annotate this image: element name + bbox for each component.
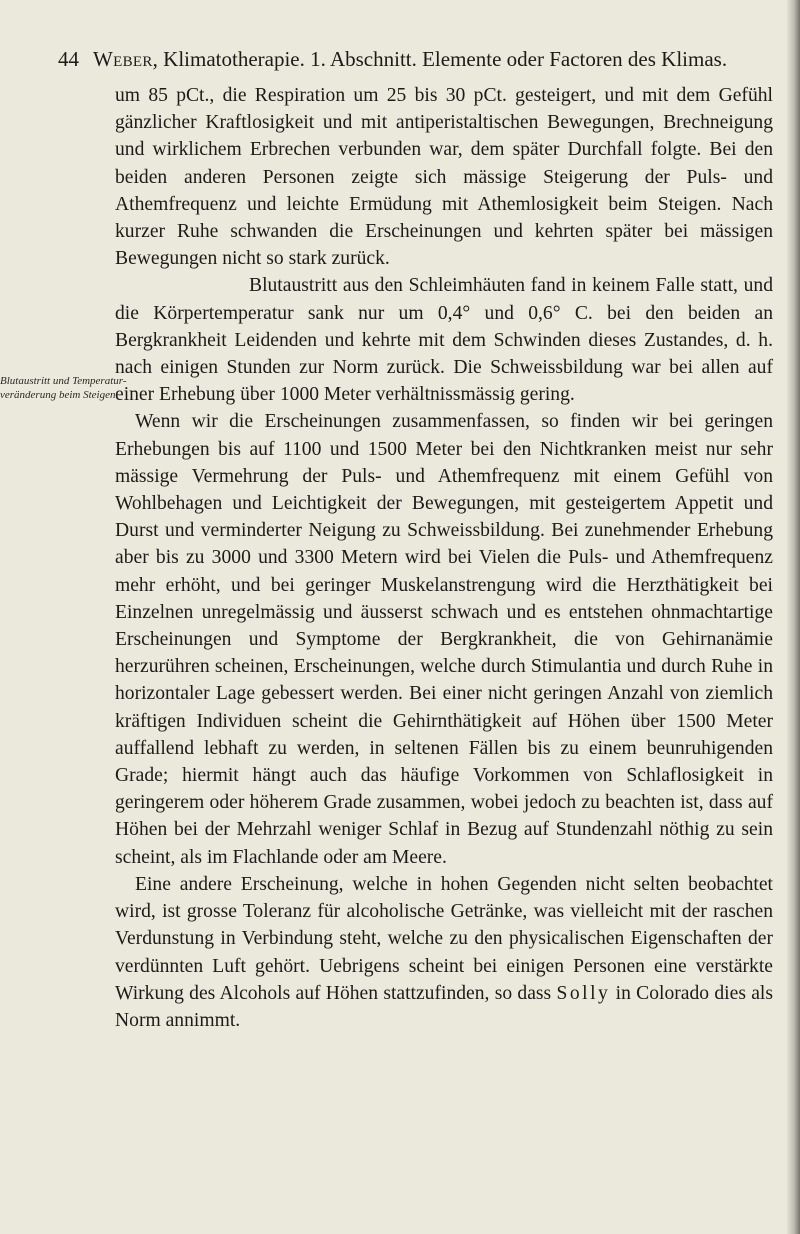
header-title: , Klimatotherapie. 1. Abschnitt. Elemente oder Factoren des Klimas. [152,47,728,71]
margin-note [0,374,127,402]
author-name-solly: Solly [556,982,611,1004]
margin-note-line-2: veränderung beim Steigen. [0,389,119,401]
page-number: 44 [58,47,79,71]
margin-note-line-1: Blutaustritt und Temperatur- [0,375,127,387]
paragraph-4-text-b: in Colorado dies als Norm annimmt. [115,982,773,1031]
paragraph-3: Wenn wir die Erscheinungen zusammenfassen, so finden wir bei geringen Erhebungen bis auf 1100 und 1500 Meter bei den Nichtkranken meist nur sehr mässige Vermehrung der Puls- und Athemfrequenz mit einem Gefühl von Wohlbehagen und Leichtigkeit der Bewegungen, mit gesteigertem Appetit und Durst und verminderter Neigung zu Schweissbildung. Bei zunehmender Erhebung aber bis zu 3000 und 3300 Metern wird bei Vielen die Puls- und Athemfrequenz mehr erhöht, und bei geringer Muskelanstrengung wird die Herzthätigkeit bei Einzelnen unregelmässig und äusserst schwach und es entstehen ohnmachtartige Erscheinungen und Symptome der Bergkrankheit, die von Gehirnanämie herzurühren scheinen, Erscheinungen, welche durch Stimulantia und durch Ruhe in horizontaler Lage gebessert werden. Bei einer nicht geringen Anzahl von ziemlich kräftigen Individuen scheint die Gehirnthätigkeit auf Höhen über 1500 Meter auffallend lebhaft zu werden, in seltenen Fällen bis zu einem beunruhigenden Grade; hiermit hängt auch das häufige Vorkommen von Schlaflosigkeit in geringerem oder höherem Grade zusammen, wobei jedoch zu beachten ist, dass auf Höhen bei der Mehrzahl weniger Schlaf in Bezug auf Stundenzahl nöthig zu sein scheint, als im Flachlande oder am Meere. [115,411,773,868]
paragraph-4 [115,871,773,1034]
body-text [115,82,773,1034]
paragraph-4-text-a: Eine andere Erscheinung, welche in hohen Gegenden nicht selten beobachtet wird, ist grosse Toleranz für alcoholische Getränke, was vielleicht mit der raschen Verdunstung in Verbindung steht, welche zu den physicalischen Eigenschaften der verdünnten Luft gehört. Uebrigens scheint bei einigen Personen eine verstärkte Wirkung des Alcohols auf Höhen stattzufinden, so dass [115,873,773,1004]
running-header [58,44,778,74]
page-edge-shadow [786,0,800,1234]
paragraph-1: um 85 pCt., die Respiration um 25 bis 30 pCt. gesteigert, und mit dem Gefühl gänzlicher Kraftlosigkeit und mit antiperistaltischen Bewegungen, Brechneigung und wirklichem Erbrechen verbunden war, dem später Durchfall folgte. Bei den beiden anderen Personen zeigte sich mässige Steigerung der Puls- und Athemfrequenz und leichte Ermüdung mit Athemlosigkeit beim Steigen. Nach kurzer Ruhe schwanden die Erscheinungen und kehrten später bei mässigen Bewegungen nicht so stark zurück. [115,85,773,270]
header-author: Weber [93,47,153,71]
paragraph-2: Blutaustritt aus den Schleimhäuten fand in keinem Falle statt, und die Körpertemperatur sank nur um 0,4° und 0,6° C. bei den beiden an Bergkrankheit Leidenden und kehrte mit dem Schwinden dieses Zustandes, d. h. nach einigen Stunden zur Norm zurück. Die Schweissbildung war bei allen auf einer Erhebung über 1000 Meter verhältnissmässig gering. [115,275,773,406]
